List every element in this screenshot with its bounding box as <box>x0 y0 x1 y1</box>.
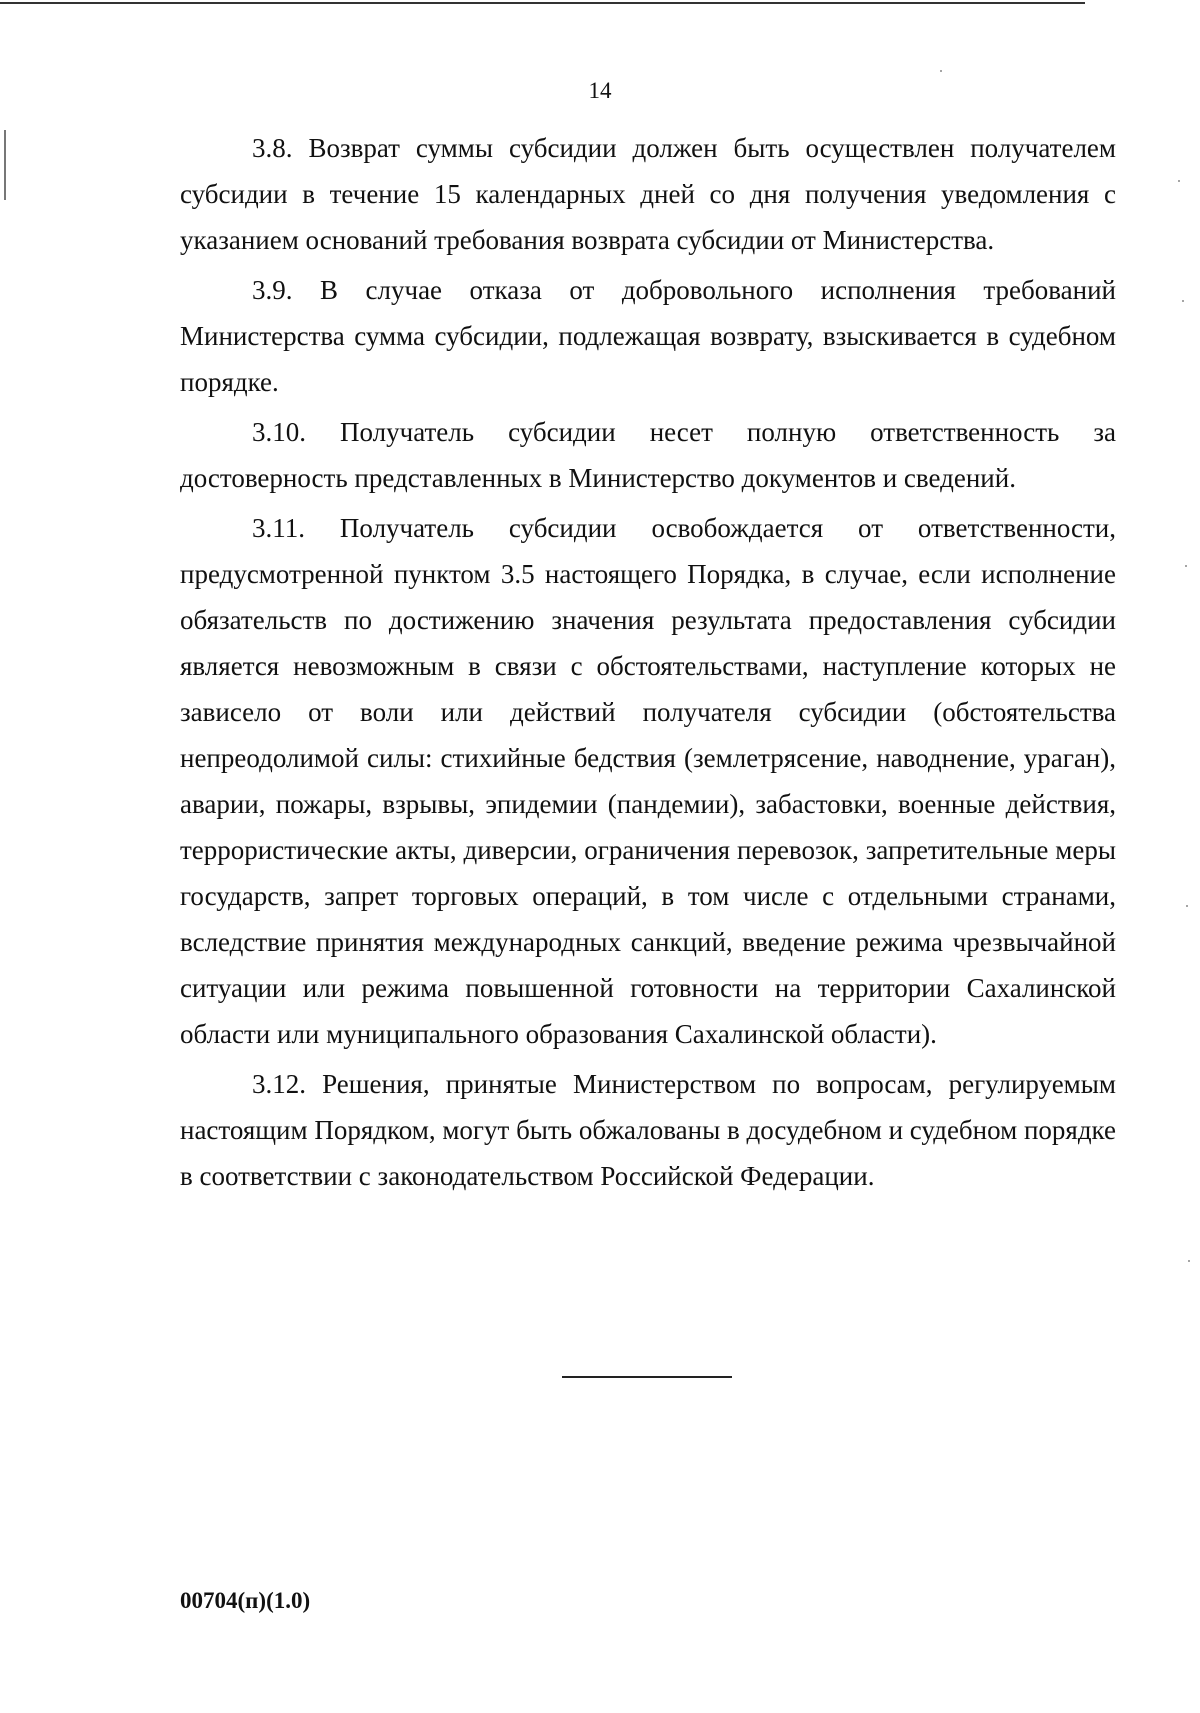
document-code: 00704(п)(1.0) <box>180 1588 311 1613</box>
scan-speck <box>1186 905 1188 907</box>
body-text <box>180 125 1116 1203</box>
scan-speck <box>1178 180 1180 182</box>
paragraph-3-12: 3.12. Решения, принятые Министерством по вопросам, регулируемым настоящим Порядком, могут быть обжалованы в досудебном и судебном порядке в соответствии с законодательством Российской Федерации. <box>180 1069 1116 1191</box>
top-border-line <box>0 2 1085 4</box>
scan-speck <box>1182 300 1184 302</box>
left-margin-mark <box>4 130 6 200</box>
paragraph-3-11: 3.11. Получатель субсидии освобождается от ответственности, предусмотренной пунктом 3.5 настоящего Порядка, в случае, если исполнение обязательств по достижению значения результата предоставления субсидии является невозможным в связи с обстоятельствами, наступление которых не зависело от воли или действий получателя субсидии (обстоятельства непреодолимой силы: стихийные бедствия (землетрясение, наводнение, ураган), аварии, пожары, взрывы, эпидемии (пандемии), забастовки, военные действия, террористические акты, диверсии, ограничения перевозок, запретительные меры государств, запрет торговых операций, в том числе с отдельными странами, вследствие принятия международных санкций, введение режима чрезвычайной ситуации или режима повышенной готовности на территории Сахалинской области или муниципального образования Сахалинской области). <box>180 513 1116 1049</box>
page-number: 14 <box>588 78 612 103</box>
end-of-text-line <box>562 1376 732 1378</box>
scan-speck <box>1185 565 1187 567</box>
paragraph-3-10: 3.10. Получатель субсидии несет полную ответственность за достоверность представленных в Министерство документов и сведений. <box>180 417 1116 493</box>
paragraph-3-9: 3.9. В случае отказа от добровольного исполнения требований Министерства сумма субсидии, подлежащая возврату, взыскивается в судебном порядке. <box>180 275 1116 397</box>
scan-speck <box>940 70 942 72</box>
paragraph-3-8: 3.8. Возврат суммы субсидии должен быть осуществлен получателем субсидии в течение 15 календарных дней со дня получения уведомления с указанием оснований требования возврата субсидии от Министерства. <box>180 133 1116 255</box>
scan-speck <box>1188 1260 1190 1262</box>
